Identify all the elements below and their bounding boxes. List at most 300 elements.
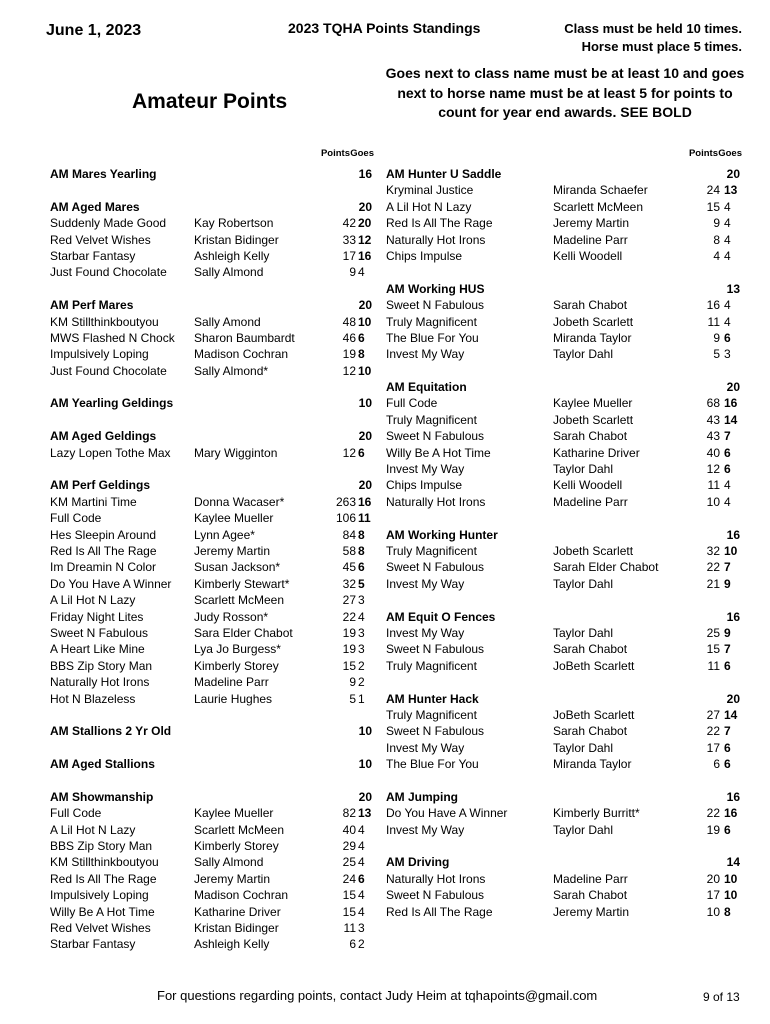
horse-name: A Lil Hot N Lazy [50,593,136,608]
rider-name: Donna Wacaser* [194,494,285,509]
entry-points: 43 [706,412,720,427]
class-spacer [386,363,740,379]
rider-name: Taylor Dahl [553,625,614,640]
entry-row [386,494,740,510]
left-class-list [50,166,372,953]
rider-name: Ashleigh Kelly [194,937,270,952]
horse-name: Lazy Lopen Tothe Max [50,445,171,460]
entry-points: 43 [706,429,720,444]
entry-goes: 20 [358,216,372,231]
horse-name: Truly Magnificent [386,707,477,722]
horse-name: KM Martini Time [50,494,137,509]
entry-row [386,822,740,838]
class-block [386,592,740,674]
entry-goes: 10 [724,543,738,558]
entry-goes: 6 [724,822,731,837]
entry-goes: 9 [724,625,731,640]
entry-row [50,674,372,690]
page-number: 9 of 13 [703,990,740,1004]
entry-points: 25 [342,855,356,870]
class-block [386,510,740,592]
entry-row [386,330,740,346]
class-block [50,379,372,412]
horse-name: Red Is All The Rage [50,543,157,558]
entry-row [50,576,372,592]
rider-name: Jobeth Scarlett [553,314,634,329]
entry-row [50,264,372,280]
eligibility-rules [564,20,742,56]
rider-name: Taylor Dahl [553,822,614,837]
horse-name: Sweet N Fabulous [386,560,485,575]
entry-goes: 6 [724,445,731,460]
entry-goes: 4 [724,478,731,493]
rider-name: Ashleigh Kelly [194,248,270,263]
entry-row [386,199,740,215]
rider-name: Miranda Taylor [553,330,632,345]
class-row [386,527,740,543]
class-row [50,789,372,805]
horse-name: Sweet N Fabulous [386,888,485,903]
class-name: AM Aged Mares [50,199,140,214]
class-total-goes: 20 [358,789,372,804]
class-total-goes: 20 [726,380,740,395]
entry-points: 12 [342,445,356,460]
rider-name: Kay Robertson [194,216,274,231]
class-row [50,297,372,313]
entry-goes: 16 [358,494,372,509]
entry-points: 5 [349,691,356,706]
horse-name: The Blue For You [386,330,479,345]
entry-points: 9 [713,330,720,345]
class-block [50,461,372,707]
entry-points: 27 [706,707,720,722]
entry-row [386,740,740,756]
entry-goes: 12 [358,232,372,247]
entry-row [386,215,740,231]
rule-class-held: Class must be held 10 times. [564,21,742,36]
entry-row [386,428,740,444]
entry-points: 9 [349,675,356,690]
rider-name: Kelli Woodell [553,248,623,263]
horse-name: Do You Have A Winner [386,806,508,821]
entry-points: 22 [706,806,720,821]
entry-goes: 10 [724,871,738,886]
report-date: June 1, 2023 [46,22,142,39]
entry-row [386,182,740,198]
horse-name: Sweet N Fabulous [386,642,485,657]
rider-name: Madeline Parr [553,871,628,886]
horse-name: Hot N Blazeless [50,691,136,706]
column-headers [50,148,372,162]
entry-goes: 14 [724,412,738,427]
rider-name: Lya Jo Burgess* [194,642,281,657]
class-row [50,756,372,772]
entry-row [50,838,372,854]
entry-points: 10 [706,494,720,509]
entry-goes: 6 [358,445,365,460]
entry-goes: 13 [358,806,372,821]
horse-name: Impulsively Loping [50,347,149,362]
class-name: AM Equit O Fences [386,609,496,624]
horse-name: Kryminal Justice [386,183,474,198]
entry-points: 19 [342,347,356,362]
entry-points: 11 [707,314,720,329]
entry-points: 58 [342,543,356,558]
entry-points: 11 [707,478,720,493]
class-spacer [50,740,372,756]
horse-name: Sweet N Fabulous [386,298,485,313]
horse-name: Naturally Hot Irons [386,494,486,509]
rider-name: Katharine Driver [194,904,281,919]
rider-name: Madison Cochran [194,347,289,362]
entry-points: 15 [706,199,720,214]
rider-name: Sally Amond [194,314,261,329]
class-spacer [386,772,740,788]
entry-row [386,641,740,657]
entry-goes: 7 [724,429,731,444]
entry-goes: 2 [358,937,365,952]
class-spacer [386,592,740,608]
right-standings-column [386,148,740,920]
entry-row [50,871,372,887]
entry-goes: 6 [724,658,731,673]
class-total-goes: 16 [726,527,740,542]
entry-goes: 16 [724,396,738,411]
entry-row [386,625,740,641]
entry-goes: 6 [724,462,731,477]
entry-row [386,559,740,575]
entry-row [50,510,372,526]
entry-goes: 3 [358,593,365,608]
entry-points: 24 [706,183,720,198]
class-total-goes: 20 [358,478,372,493]
entry-goes: 10 [358,314,372,329]
contact-footer: For questions regarding points, contact Judy Heim at tqhapoints@gmail.com [157,988,598,1003]
class-spacer [50,772,372,788]
horse-name: BBS Zip Story Man [50,658,153,673]
entry-goes: 10 [358,363,372,378]
horse-name: Red Is All The Rage [386,904,493,919]
horse-name: Willy Be A Hot Time [386,445,491,460]
entry-goes: 7 [724,560,731,575]
rider-name: Sarah Elder Chabot [553,560,659,575]
entry-goes: 4 [724,314,731,329]
horse-name: Red Is All The Rage [386,216,493,231]
horse-name: Truly Magnificent [386,412,477,427]
class-block [386,166,740,264]
entry-row [386,445,740,461]
rider-name: Katharine Driver [553,445,640,460]
rider-name: Scarlett McMeen [553,199,644,214]
entry-points: 22 [342,609,356,624]
entry-points: 17 [706,740,720,755]
entry-goes: 4 [358,265,365,280]
rider-name: Jeremy Martin [194,543,271,558]
entry-row [50,854,372,870]
entry-goes: 3 [358,920,365,935]
class-name: AM Jumping [386,789,458,804]
entry-row [50,904,372,920]
class-total-goes: 10 [358,724,372,739]
class-row [386,379,740,395]
class-block [386,363,740,511]
rider-name: Sarah Chabot [553,642,628,657]
entry-row [50,232,372,248]
entry-goes: 6 [358,871,365,886]
entry-goes: 1 [358,691,365,706]
class-block [386,264,740,362]
rider-name: Jobeth Scarlett [553,412,634,427]
left-standings-column [50,148,372,953]
entry-goes: 6 [724,757,731,772]
class-block [386,772,740,838]
entry-goes: 10 [724,888,738,903]
class-total-goes: 20 [726,167,740,181]
class-row [386,166,740,182]
rider-name: Sharon Baumbardt [194,330,295,345]
entry-points: 68 [706,396,720,411]
goes-header: Goes [350,148,374,159]
class-block [50,412,372,461]
entry-points: 15 [342,904,356,919]
entry-row [386,297,740,313]
rider-name: Miranda Taylor [553,757,632,772]
horse-name: The Blue For You [386,757,479,772]
rider-name: Sally Almond [194,855,264,870]
entry-row [50,330,372,346]
rider-name: Miranda Schaefer [553,183,648,198]
entry-goes: 8 [358,347,365,362]
class-row [50,395,372,411]
entry-row [50,363,372,379]
entry-row [50,641,372,657]
entry-goes: 3 [724,347,731,362]
class-row [386,854,740,870]
entry-points: 19 [342,642,356,657]
section-title: Amateur Points [132,90,288,113]
class-block [386,674,740,772]
entry-row [50,592,372,608]
entry-points: 106 [335,511,356,526]
horse-name: A Lil Hot N Lazy [50,822,136,837]
rider-name: Taylor Dahl [553,740,614,755]
entry-points: 84 [342,527,356,542]
entry-points: 25 [706,625,720,640]
goes-header: Goes [718,148,742,159]
class-row [50,477,372,493]
horse-name: Impulsively Loping [50,888,149,903]
entry-goes: 16 [724,806,738,821]
entry-points: 10 [706,904,720,919]
entry-points: 15 [706,642,720,657]
entry-row [50,625,372,641]
horse-name: Sweet N Fabulous [386,429,485,444]
class-spacer [386,264,740,280]
entry-row [50,658,372,674]
class-block [50,740,372,773]
horse-name: Naturally Hot Irons [386,232,486,247]
horse-name: Red Velvet Wishes [50,920,151,935]
horse-name: Suddenly Made Good [50,216,167,231]
rider-name: Mary Wigginton [194,445,278,460]
class-spacer [50,182,372,198]
entry-points: 45 [342,560,356,575]
horse-name: Red Is All The Rage [50,871,157,886]
rider-name: Sarah Chabot [553,429,628,444]
rider-name: Sally Almond [194,265,264,280]
entry-row [50,559,372,575]
entry-points: 27 [342,593,356,608]
entry-goes: 8 [724,904,731,919]
rider-name: Sara Elder Chabot [194,625,293,640]
entry-goes: 4 [724,248,731,263]
entry-points: 5 [713,347,720,362]
rider-name: Jeremy Martin [194,871,271,886]
horse-name: Invest My Way [386,625,465,640]
class-name: AM Aged Stallions [50,757,155,772]
class-spacer [50,379,372,395]
right-class-list [386,166,740,920]
entry-row [386,543,740,559]
rider-name: Scarlett McMeen [194,822,285,837]
class-row [386,281,740,297]
entry-goes: 4 [358,839,365,854]
class-total-goes: 10 [358,396,372,411]
entry-points: 40 [706,445,720,460]
entry-row [50,543,372,559]
entry-points: 46 [342,330,356,345]
points-header: Points [320,148,350,159]
class-total-goes: 20 [726,691,740,706]
entry-goes: 5 [358,576,365,591]
horse-name: Hes Sleepin Around [50,527,157,542]
rider-name: Judy Rosson* [194,609,269,624]
rider-name: Kimberly Storey [194,839,279,854]
entry-points: 22 [706,560,720,575]
entry-row [50,691,372,707]
entry-row [50,527,372,543]
entry-row [386,805,740,821]
horse-name: Im Dreamin N Color [50,560,157,575]
entry-row [50,805,372,821]
class-row [50,166,372,182]
entry-goes: 13 [724,183,738,198]
class-row [50,428,372,444]
entry-points: 33 [342,232,356,247]
rider-name: JoBeth Scarlett [553,707,635,722]
entry-row [386,887,740,903]
horse-name: Invest My Way [386,822,465,837]
entry-goes: 3 [358,625,365,640]
rider-name: Kimberly Burritt* [553,806,640,821]
entry-goes: 4 [358,855,365,870]
entry-goes: 8 [358,543,365,558]
rider-name: Kelli Woodell [553,478,623,493]
class-name: AM Working HUS [386,281,485,296]
rider-name: Sarah Chabot [553,298,628,313]
entry-goes: 16 [358,248,372,263]
class-block [50,281,372,379]
entry-row [386,477,740,493]
class-total-goes: 16 [358,167,372,181]
entry-points: 8 [713,232,720,247]
horse-name: MWS Flashed N Chock [50,330,175,345]
entry-row [386,576,740,592]
class-total-goes: 16 [726,609,740,624]
horse-name: Naturally Hot Irons [50,675,150,690]
rider-name: JoBeth Scarlett [553,658,635,673]
entry-row [50,346,372,362]
entry-row [386,756,740,772]
rider-name: Madeline Parr [194,675,269,690]
entry-row [50,609,372,625]
entry-goes: 6 [724,740,731,755]
horse-name: Full Code [50,511,102,526]
rider-name: Taylor Dahl [553,347,614,362]
entry-row [386,461,740,477]
horse-name: BBS Zip Story Man [50,839,153,854]
class-name: AM Working Hunter [386,527,498,542]
entry-points: 40 [342,822,356,837]
entry-row [386,412,740,428]
entry-goes: 7 [724,724,731,739]
entry-goes: 4 [358,904,365,919]
rider-name: Jeremy Martin [553,216,630,231]
entry-row [386,346,740,362]
horse-name: Do You Have A Winner [50,576,172,591]
entry-points: 12 [342,363,356,378]
rider-name: Laurie Hughes [194,691,273,706]
horse-name: Just Found Chocolate [50,265,167,280]
entry-row [386,707,740,723]
entry-goes: 3 [358,642,365,657]
entry-points: 32 [342,576,356,591]
rider-name: Susan Jackson* [194,560,281,575]
entry-goes: 4 [358,822,365,837]
horse-name: Sweet N Fabulous [386,724,485,739]
entry-row [50,248,372,264]
rider-name: Kimberly Storey [194,658,279,673]
entry-row [50,215,372,231]
entry-row [386,904,740,920]
class-total-goes: 20 [358,298,372,313]
rider-name: Scarlett McMeen [194,593,285,608]
entry-points: 16 [706,298,720,313]
class-total-goes: 10 [358,757,372,772]
entry-row [386,658,740,674]
horse-name: Chips Impulse [386,478,463,493]
class-name: AM Aged Geldings [50,429,157,444]
entry-row [386,314,740,330]
horse-name: Invest My Way [386,740,465,755]
class-name: AM Hunter U Saddle [386,167,502,181]
class-name: AM Hunter Hack [386,691,479,706]
entry-row [50,920,372,936]
entry-points: 48 [342,314,356,329]
horse-name: Starbar Fantasy [50,937,136,952]
class-spacer [386,674,740,690]
class-row [50,723,372,739]
horse-name: Truly Magnificent [386,543,477,558]
horse-name: A Heart Like Mine [50,642,145,657]
entry-points: 24 [342,871,356,886]
entry-points: 21 [706,576,720,591]
entry-points: 19 [706,822,720,837]
entry-points: 20 [706,871,720,886]
entry-points: 6 [713,757,720,772]
horse-name: Truly Magnificent [386,314,477,329]
entry-goes: 6 [724,330,731,345]
